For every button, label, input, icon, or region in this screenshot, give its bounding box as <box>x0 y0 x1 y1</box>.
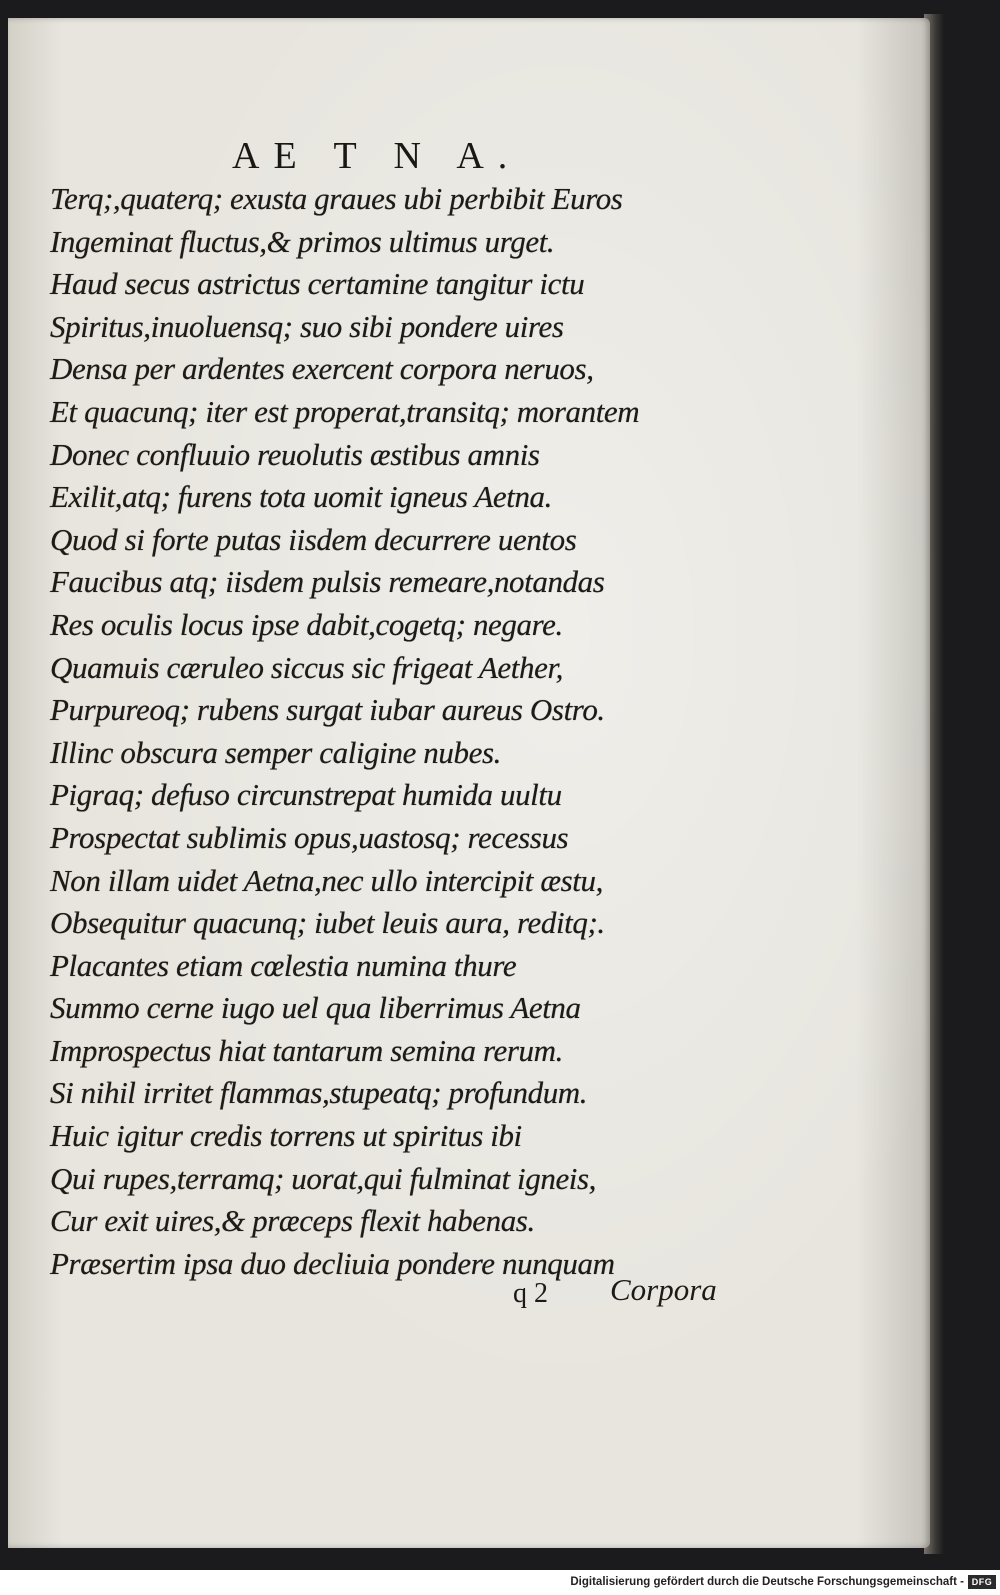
verse-line: Obsequitur quacunq; iubet leuis aura, reditq;. <box>50 905 605 941</box>
verse-line: Quod si forte putas iisdem decurrere uentos <box>50 521 577 557</box>
verse-line: Ingeminat fluctus,& primos ultimus urget. <box>50 223 555 259</box>
signature-mark: q 2 <box>513 1278 548 1309</box>
verse-line: Si nihil irritet flammas,stupeatq; profundum. <box>50 1075 588 1111</box>
digitization-footer <box>0 1570 1000 1595</box>
verse-line: Summo cerne iugo uel qua liberrimus Aetna <box>50 990 581 1026</box>
verse-line: Exilit,atq; furens tota uomit igneus Aetna. <box>50 479 553 515</box>
verse-line: Quamuis cæruleo siccus sic frigeat Aether, <box>50 649 564 685</box>
verse-line: Densa per ardentes exercent corpora neruos, <box>50 351 594 387</box>
dfg-logo-icon: DFG <box>968 1575 996 1589</box>
verse-line: Cur exit uires,& præceps flexit habenas. <box>50 1203 535 1239</box>
verse-line: Prospectat sublimis opus,uastosq; recessus <box>50 819 569 855</box>
verse-line: Improspectus hiat tantarum semina rerum. <box>50 1032 563 1068</box>
verse-line: Spiritus,inuoluensq; suo sibi pondere uires <box>50 308 564 344</box>
verse-line: Et quacunq; iter est properat,transitq; morantem <box>50 393 640 429</box>
verse-line: Terq;,quaterq; exusta graues ubi perbibit Euros <box>50 181 623 216</box>
verse-line: Pigraq; defuso circunstrepat humida uultu <box>50 777 562 813</box>
verse-line: Qui rupes,terramq; uorat,qui fulminat igneis, <box>50 1160 597 1196</box>
verse-line: Illinc obscura semper caligine nubes. <box>50 734 501 770</box>
verse-list <box>50 178 750 1285</box>
verse-line: Huic igitur credis torrens ut spiritus ibi <box>50 1118 522 1154</box>
book-page <box>8 18 930 1548</box>
verse-line: Purpureoq; rubens surgat iubar aureus Ostro. <box>50 692 605 728</box>
running-head: AE T N A. <box>232 135 522 177</box>
verse-line: Haud secus astrictus certamine tangitur ictu <box>50 266 585 302</box>
catchword: Corpora <box>610 1272 717 1307</box>
verse-line: Præsertim ipsa duo decliuia pondere nunquam <box>50 1245 615 1281</box>
funding-credit: Digitalisierung gefördert durch die Deutsche Forschungsgemeinschaft - <box>570 1576 964 1588</box>
verse-line: Non illam uidet Aetna,nec ullo intercipit æstu, <box>50 862 603 898</box>
verse-line: Donec confluuio reuolutis æstibus amnis <box>50 436 540 472</box>
verse-line: Placantes etiam cœlestia numina thure <box>50 947 517 983</box>
verse-line: Faucibus atq; iisdem pulsis remeare,notandas <box>50 564 605 600</box>
verse-line: Res oculis locus ipse dabit,cogetq; negare. <box>50 606 563 642</box>
